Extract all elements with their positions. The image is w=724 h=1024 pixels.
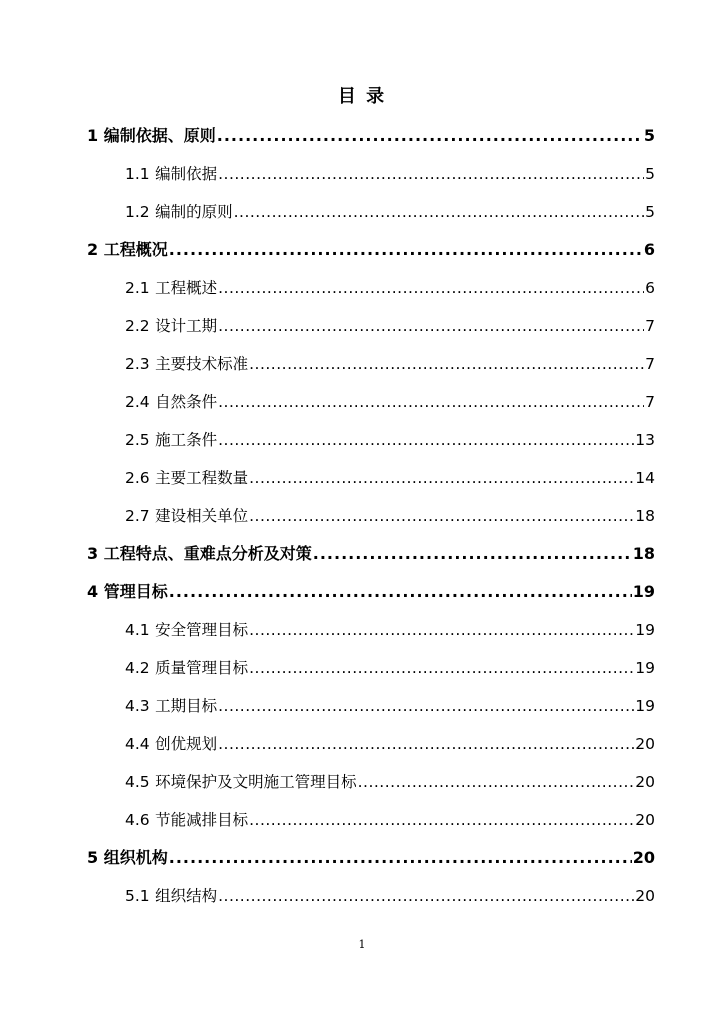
toc-entry-number: 4.5: [125, 773, 150, 791]
toc-title: 目 录: [337, 86, 387, 107]
toc-entry-text: 管理目标: [103, 582, 168, 601]
toc-entry-page: 19: [635, 697, 655, 715]
dot-leader: [249, 611, 634, 649]
toc-entry-number: 4.4: [125, 735, 150, 753]
toc-entry-number: 2.5: [125, 431, 150, 449]
toc-entry-page: 5: [643, 126, 655, 145]
toc-entry-2-4[interactable]: [0, 383, 655, 421]
toc-entry-2-1[interactable]: [0, 269, 655, 307]
toc-entry-3[interactable]: [0, 535, 655, 573]
toc-entry-text: 环境保护及文明施工管理目标: [155, 773, 357, 791]
toc-entry-1[interactable]: [0, 117, 655, 155]
toc-entry-page: 6: [645, 279, 655, 297]
dot-leader: [313, 535, 632, 573]
toc-entry-number: 2.4: [125, 393, 150, 411]
toc-entry-number: 2.6: [125, 469, 150, 487]
dot-leader: [249, 497, 634, 535]
toc-entry-4-1[interactable]: [0, 611, 655, 649]
toc-entry-page: 20: [635, 887, 655, 905]
dot-leader: [218, 307, 644, 345]
toc-entry-text: 设计工期: [155, 317, 218, 335]
toc-entry-number: 4.3: [125, 697, 150, 715]
dot-leader: [249, 345, 644, 383]
toc-entry-text: 工期目标: [155, 697, 218, 715]
toc-entry-text: 质量管理目标: [155, 659, 249, 677]
toc-entry-page: 6: [643, 240, 655, 259]
toc-entry-number: 3: [87, 544, 99, 563]
toc-entry-page: 20: [635, 735, 655, 753]
toc-entry-2-5[interactable]: [0, 421, 655, 459]
toc-entry-2-2[interactable]: [0, 307, 655, 345]
table-of-contents: [0, 117, 724, 915]
toc-entry-number: 1: [87, 126, 99, 145]
toc-entry-2[interactable]: [0, 231, 655, 269]
dot-leader: [218, 877, 634, 915]
toc-entry-number: 4: [87, 582, 99, 601]
toc-entry-4-3[interactable]: [0, 687, 655, 725]
toc-entry-text: 节能减排目标: [155, 811, 249, 829]
toc-entry-4-6[interactable]: [0, 801, 655, 839]
toc-entry-text: 工程特点、重难点分析及对策: [103, 544, 312, 563]
dot-leader: [217, 117, 643, 155]
toc-entry-1-2[interactable]: [0, 193, 655, 231]
toc-entry-4-4[interactable]: [0, 725, 655, 763]
toc-entry-number: 1.1: [125, 165, 150, 183]
toc-entry-page: 18: [632, 544, 655, 563]
toc-entry-text: 组织结构: [155, 887, 218, 905]
toc-entry-text: 创优规划: [155, 735, 218, 753]
dot-leader: [249, 649, 634, 687]
toc-entry-page: 20: [635, 811, 655, 829]
toc-entry-number: 5.1: [125, 887, 150, 905]
dot-leader: [218, 155, 644, 193]
toc-entry-page: 7: [645, 317, 655, 335]
toc-entry-number: 2.7: [125, 507, 150, 525]
toc-entry-text: 工程概况: [103, 240, 168, 259]
toc-entry-1-1[interactable]: [0, 155, 655, 193]
toc-entry-number: 2.3: [125, 355, 150, 373]
toc-entry-page: 7: [645, 355, 655, 373]
toc-entry-text: 建设相关单位: [155, 507, 249, 525]
toc-entry-page: 5: [645, 165, 655, 183]
toc-entry-number: 4.1: [125, 621, 150, 639]
dot-leader: [249, 459, 634, 497]
toc-entry-4-2[interactable]: [0, 649, 655, 687]
toc-entry-text: 编制的原则: [155, 203, 233, 221]
dot-leader: [249, 801, 634, 839]
toc-entry-page: 19: [635, 659, 655, 677]
toc-entry-text: 主要技术标准: [155, 355, 249, 373]
dot-leader: [218, 687, 634, 725]
toc-entry-number: 5: [87, 848, 99, 867]
dot-leader: [169, 573, 632, 611]
toc-entry-text: 主要工程数量: [155, 469, 249, 487]
toc-entry-text: 安全管理目标: [155, 621, 249, 639]
toc-entry-page: 14: [635, 469, 655, 487]
toc-entry-page: 18: [635, 507, 655, 525]
toc-entry-page: 20: [635, 773, 655, 791]
toc-entry-page: 19: [635, 621, 655, 639]
toc-entry-page: 19: [632, 582, 655, 601]
toc-entry-text: 编制依据: [155, 165, 218, 183]
dot-leader: [234, 193, 645, 231]
toc-entry-4-5[interactable]: [0, 763, 655, 801]
toc-entry-number: 2: [87, 240, 99, 259]
toc-entry-2-7[interactable]: [0, 497, 655, 535]
toc-entry-text: 施工条件: [155, 431, 218, 449]
toc-entry-text: 工程概述: [155, 279, 218, 297]
dot-leader: [218, 421, 634, 459]
toc-entry-text: 自然条件: [155, 393, 218, 411]
toc-entry-number: 2.2: [125, 317, 150, 335]
toc-entry-text: 编制依据、原则: [103, 126, 216, 145]
toc-entry-number: 2.1: [125, 279, 150, 297]
dot-leader: [169, 839, 632, 877]
toc-entry-2-6[interactable]: [0, 459, 655, 497]
toc-entry-page: 20: [632, 848, 655, 867]
toc-entry-page: 7: [645, 393, 655, 411]
dot-leader: [218, 725, 634, 763]
toc-entry-number: 4.6: [125, 811, 150, 829]
toc-entry-4[interactable]: [0, 573, 655, 611]
toc-entry-page: 5: [645, 203, 655, 221]
toc-entry-number: 1.2: [125, 203, 150, 221]
toc-entry-5-1[interactable]: [0, 877, 655, 915]
page-number: 1: [358, 938, 366, 951]
toc-entry-page: 13: [635, 431, 655, 449]
toc-entry-5[interactable]: [0, 839, 655, 877]
toc-entry-2-3[interactable]: [0, 345, 655, 383]
dot-leader: [218, 383, 644, 421]
dot-leader: [358, 763, 635, 801]
dot-leader: [218, 269, 644, 307]
dot-leader: [169, 231, 643, 269]
toc-entry-text: 组织机构: [103, 848, 168, 867]
toc-entry-number: 4.2: [125, 659, 150, 677]
